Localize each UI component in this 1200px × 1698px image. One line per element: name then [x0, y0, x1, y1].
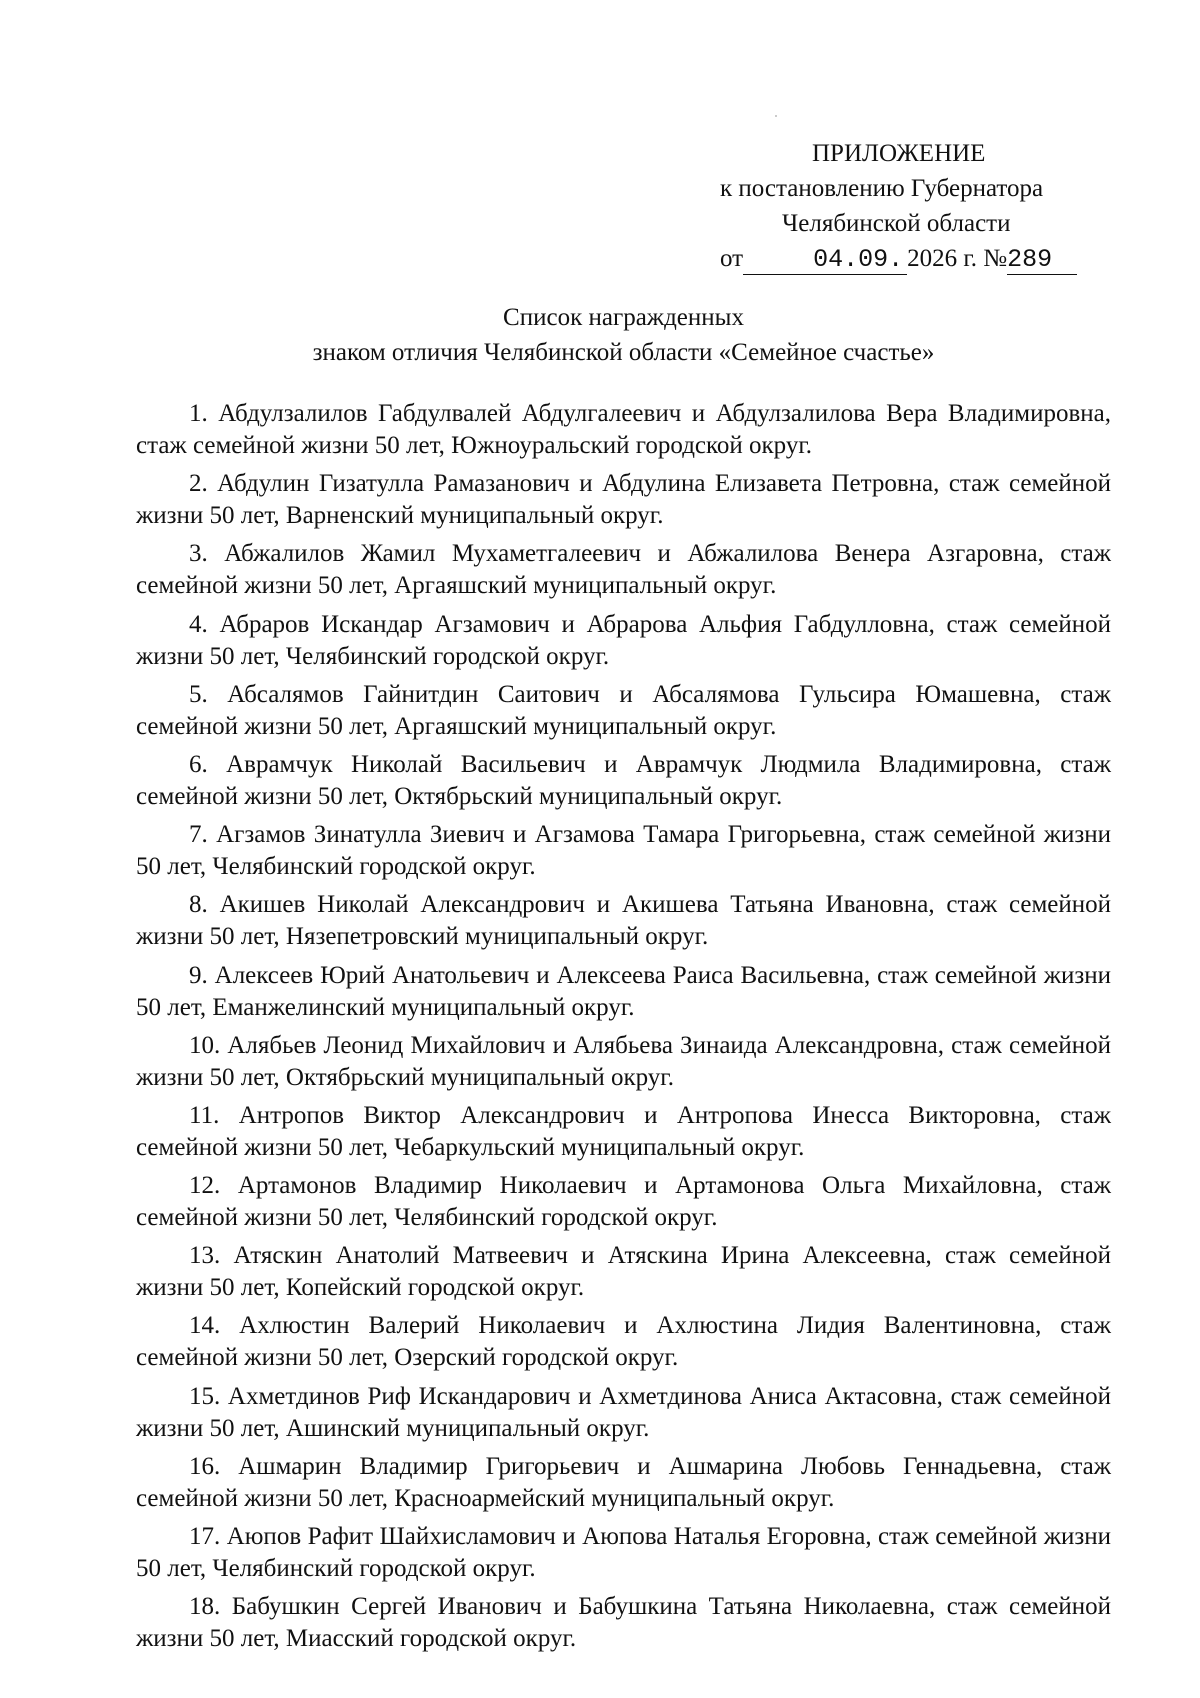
- appendix-header: [720, 136, 1120, 276]
- list-item: 10. Алябьев Леонид Михайлович и Алябьева Зинаида Александровна, стаж семейной жизни 50 лет, Октябрьский муниципальный округ.: [136, 1031, 1111, 1091]
- document-title: [136, 300, 1111, 370]
- list-item: 2. Абдулин Гизатулла Рамазанович и Абдулина Елизавета Петровна, стаж семейной жизни 50 лет, Варненский муниципальный округ.: [136, 470, 1111, 530]
- list-item: 12. Артамонов Владимир Николаевич и Артамонова Ольга Михайловна, стаж семейной жизни 50 лет, Челябинский городской округ.: [136, 1172, 1111, 1232]
- list-item: 18. Бабушкин Сергей Иванович и Бабушкина Татьяна Николаевна, стаж семейной жизни 50 лет, Миасский городской округ.: [136, 1593, 1111, 1653]
- scan-speck: [775, 115, 777, 117]
- list-item: 3. Абжалилов Жамил Мухаметгалеевич и Абжалилова Венера Азгаровна, стаж семейной жизни 50 лет, Аргаяшский муниципальный округ.: [136, 540, 1111, 600]
- list-item: 13. Атяскин Анатолий Матвеевич и Атяскина Ирина Алексеевна, стаж семейной жизни 50 лет, Копейский городской округ.: [136, 1242, 1111, 1302]
- list-item: 7. Агзамов Зинатулла Зиевич и Агзамова Тамара Григорьевна, стаж семейной жизни 50 лет, Челябинский городской округ.: [136, 821, 1111, 881]
- list-item: 5. Абсалямов Гайнитдин Саитович и Абсалямова Гульсира Юмашевна, стаж семейной жизни 50 лет, Аргаяшский муниципальный округ.: [136, 680, 1111, 740]
- list-item: 8. Акишев Николай Александрович и Акишева Татьяна Ивановна, стаж семейной жизни 50 лет, Нязепетровский муниципальный округ.: [136, 891, 1111, 951]
- appendix-title: ПРИЛОЖЕНИЕ: [812, 140, 986, 167]
- list-item: 15. Ахметдинов Риф Искандарович и Ахметдинова Аниса Актасовна, стаж семейной жизни 50 лет, Ашинский муниципальный округ.: [136, 1382, 1111, 1442]
- decree-number: 289: [1007, 246, 1077, 275]
- appendix-decree-line: к постановлению Губернатора: [720, 175, 1044, 202]
- decree-date: 04.09.: [743, 246, 907, 275]
- list-item: 6. Аврамчук Николай Васильевич и Аврамчук Людмила Владимировна, стаж семейной жизни 50 лет, Октябрьский муниципальный округ.: [136, 750, 1111, 810]
- list-item: 4. Абраров Искандар Агзамович и Абрарова Альфия Габдулловна, стаж семейной жизни 50 лет, Челябинский городской округ.: [136, 610, 1111, 670]
- from-label: от: [720, 245, 744, 272]
- document-title-line-1: Список награжденных: [503, 304, 744, 331]
- list-item: 16. Ашмарин Владимир Григорьевич и Ашмарина Любовь Геннадьевна, стаж семейной жизни 50 лет, Красноармейский муниципальный округ.: [136, 1452, 1111, 1512]
- year-label: 2026 г. №: [907, 245, 1008, 272]
- list-item: 14. Ахлюстин Валерий Николаевич и Ахлюстина Лидия Валентиновна, стаж семейной жизни 50 лет, Озерский городской округ.: [136, 1312, 1111, 1372]
- appendix-region-line: Челябинской области: [782, 210, 1011, 237]
- list-item: 17. Аюпов Рафит Шайхисламович и Аюпова Наталья Егоровна, стаж семейной жизни 50 лет, Челябинский городской округ.: [136, 1523, 1111, 1582]
- list-item: 11. Антропов Виктор Александрович и Антропова Инесса Викторовна, стаж семейной жизни 50 лет, Чебаркульский муниципальный округ.: [136, 1101, 1111, 1161]
- appendix-date-line: [720, 241, 1120, 276]
- document-title-line-2: знаком отличия Челябинской области «Семейное счастье»: [312, 339, 935, 366]
- awardees-list: [136, 398, 1111, 1661]
- list-item: 9. Алексеев Юрий Анатольевич и Алексеева Раиса Васильевна, стаж семейной жизни 50 лет, Еманжелинский муниципальный округ.: [136, 961, 1111, 1021]
- list-item: 1. Абдулзалилов Габдулвалей Абдулгалеевич и Абдулзалилова Вера Владимировна, стаж семейной жизни 50 лет, Южноуральский городской округ.: [136, 400, 1111, 459]
